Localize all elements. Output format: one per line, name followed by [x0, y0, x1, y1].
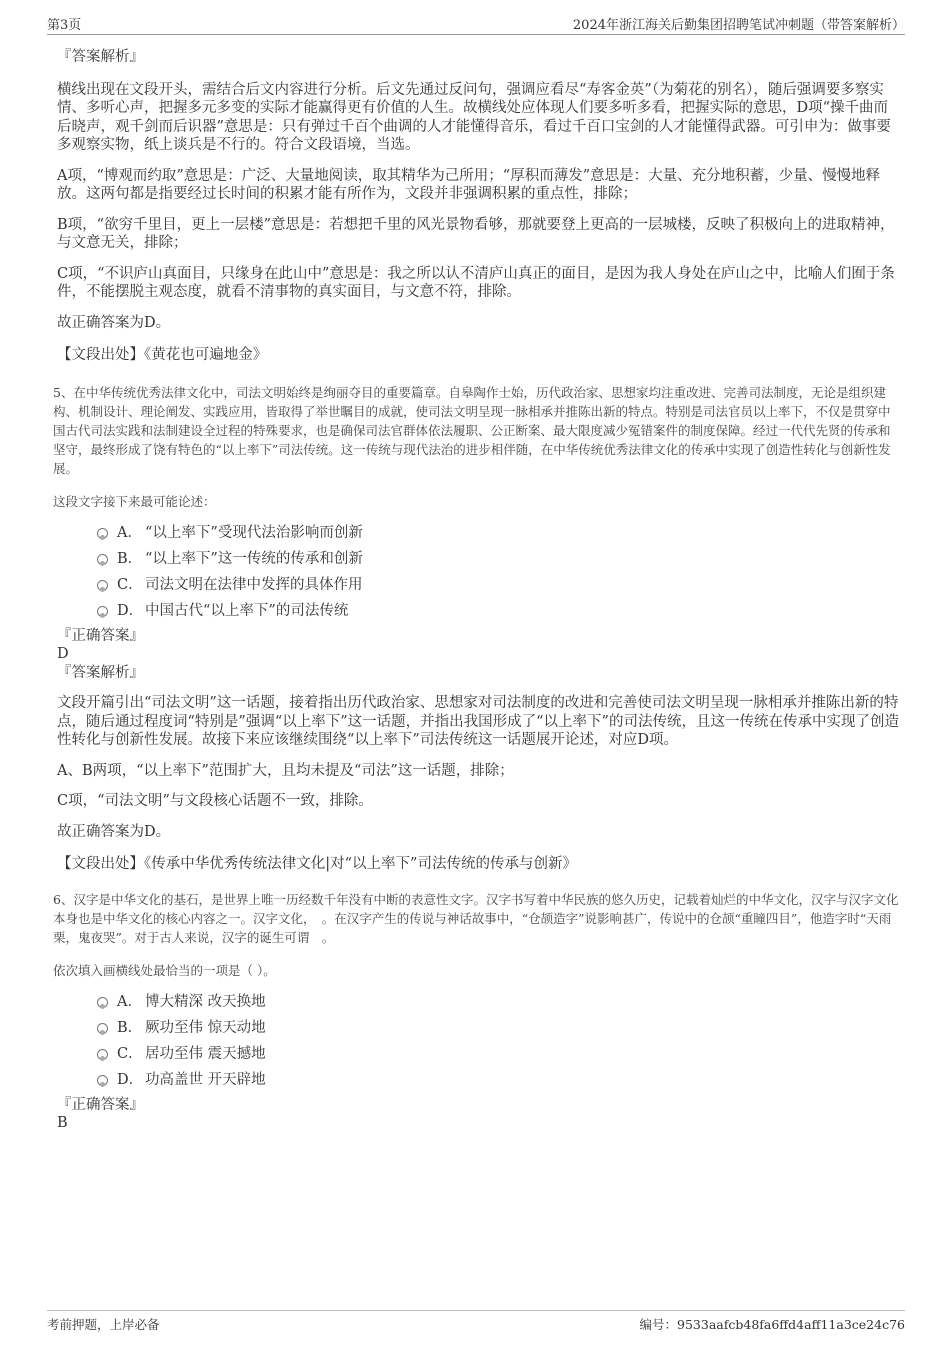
radio-icon[interactable] [97, 554, 108, 565]
q5-conclusion: 故正确答案为D。 [57, 823, 171, 840]
q5-option-c[interactable]: C． 司法文明在法律中发挥的具体作用 [57, 575, 900, 601]
q6-question: 依次填入画横线处最恰当的一项是（ ）。 [53, 962, 276, 978]
q5-analysis-paragraph: 文段开篇引出“司法文明”这一话题，接着指出历代政治家、思想家对司法制度的改进和完善使司法文明呈现一脉相承并推陈出新的特点，随后通过程度词“特别是”强调“以上率下”这一话题，并指出我国形成了“以上率下”的司法传统，且这一传统在传承中实现了创造性转化与创新性发展。故接下来应该继续围绕“以上率下”司法传统这一话题展开论述，对应D项。 [57, 695, 899, 748]
page-header [47, 14, 905, 35]
q4-analysis-option-c: C项，“不识庐山真面目，只缘身在此山中”意思是：我之所以认不清庐山真正的面目，是因为我人身处在庐山之中，比喻人们囿于条件，不能摆脱主观态度，就看不清事物的真实面目，与文意不符，排除。 [57, 265, 895, 300]
q4-source: 【文段出处】《黄花也可遍地金》 [57, 347, 268, 363]
q6-option-a[interactable]: A． 博大精深 改天换地 [57, 992, 900, 1018]
q5-stem: 5、在中华传统优秀法律文化中，司法文明始终是绚丽夺目的重要篇章。自皋陶作士始，历代政治家、思想家均注重改进、完善司法制度，无论是组织建构、机制设计、理论阐发、实践应用，皆取得了举世瞩目的成就，使司法文明呈现一脉相承并推陈出新的特点。特别是司法官员以上率下，不仅是贯穿中国古代司法实践和法制建设全过程的特殊要求，也是确保司法官群体依法履职、公正断案、最大限度减少冤错案件的制度保障。经过一代代先贤的传承和坚守，最终形成了饶有特色的“以上率下”司法传统。这一传统与现代法治的进步相伴随，在中华传统优秀法律文化的传承中实现了创造性转化与创新性发展。 [53, 384, 891, 476]
q6-option-c[interactable]: C． 居功至伟 震天撼地 [57, 1044, 900, 1070]
q4-analysis-option-b: B项，“欲穷千里目，更上一层楼”意思是：若想把千里的风光景物看够，那就要登上更高的一层城楼，反映了积极向上的进取精神，与文意无关，排除； [57, 216, 895, 251]
radio-icon[interactable] [97, 1075, 108, 1086]
radio-icon[interactable] [97, 528, 108, 539]
q5-option-d[interactable]: D． 中国古代“以上率下”的司法传统 [57, 601, 900, 627]
radio-icon[interactable] [97, 1023, 108, 1034]
document-id: 编号：9533aafcb48fa6ffd4aff11a3ce24c76 [639, 1317, 905, 1332]
page-number: 第3页 [47, 18, 82, 33]
q5-options [57, 523, 900, 627]
q5-option-a[interactable]: A． “以上率下”受现代法治影响而创新 [57, 523, 900, 549]
q4-analysis-title: 『答案解析』 [57, 49, 144, 65]
q4-analysis-paragraph: 横线出现在文段开头，需结合后文内容进行分析。后文先通过反问句，强调应看尽“寿客金英”（为菊花的别名），随后强调要多察实情、多听心声，把握多元多变的实际才能赢得更有价值的人生。故横线处应体现人们要多听多看，把握实际的意思，D项“操千曲而后晓声，观千剑而后识器”意思是：只有弹过千百个曲调的人才能懂得音乐，看过千百口宝剑的人才能懂得武器。可引申为：做事要多观察实物，纸上谈兵是不行的。符合文段语境，当选。 [57, 81, 891, 153]
page-content [53, 48, 900, 1133]
q5-analysis-option-ab: A、B两项，“以上率下”范围扩大，且均未提及“司法”这一话题，排除； [57, 762, 514, 779]
q6-stem: 6、汉字是中华文化的基石，是世界上唯一历经数千年没有中断的表意性文字。汉字书写着中华民族的悠久历史，记载着灿烂的中华文化，汉字与汉字文化本身也是中华文化的核心内容之一。汉字文化， 。在汉字产生的传说与神话故事中，“仓颉造字”说影响甚广，传说中的仓颉“重瞳四目”，他造字时“天雨栗，鬼夜哭”。对于古人来说，汉字的诞生可谓 。 [53, 891, 899, 945]
page-footer [47, 1310, 905, 1335]
q5-option-b[interactable]: B． “以上率下”这一传统的传承和创新 [57, 549, 900, 575]
radio-icon[interactable] [97, 1049, 108, 1060]
q6-options [57, 992, 900, 1096]
q5-analysis-title: 『答案解析』 [57, 664, 144, 681]
q4-conclusion: 故正确答案为D。 [57, 314, 171, 331]
radio-icon[interactable] [97, 580, 108, 591]
q6-option-d[interactable]: D． 功高盖世 开天辟地 [57, 1070, 900, 1096]
q5-answer-title: 『正确答案』 [57, 627, 144, 644]
q6-answer: B [57, 1115, 68, 1131]
q5-question: 这段文字接下来最可能论述： [53, 493, 216, 509]
document-title: 2024年浙江海关后勤集团招聘笔试冲刺题（带答案解析） [572, 18, 905, 33]
q5-analysis-option-c: C项，“司法文明”与文段核心话题不一致，排除。 [57, 793, 373, 809]
radio-icon[interactable] [97, 606, 108, 617]
q5-answer: D [57, 646, 69, 662]
radio-icon[interactable] [97, 997, 108, 1008]
q5-source: 【文段出处】《传承中华优秀传统法律文化|对“以上率下”司法传统的传承与创新》 [57, 856, 577, 872]
q6-option-b[interactable]: B． 厥功至伟 惊天动地 [57, 1018, 900, 1044]
q4-analysis-option-a: A项，“博观而约取”意思是：广泛、大量地阅读，取其精华为己所用；“厚积而薄发”意思是：大量、充分地积蓄，少量、慢慢地释放。这两句都是指要经过长时间的积累才能有所作为，文段并非强调积累的重点性，排除； [57, 167, 881, 202]
footer-slogan: 考前押题，上岸必备 [47, 1317, 160, 1332]
q6-answer-title: 『正确答案』 [57, 1096, 144, 1113]
